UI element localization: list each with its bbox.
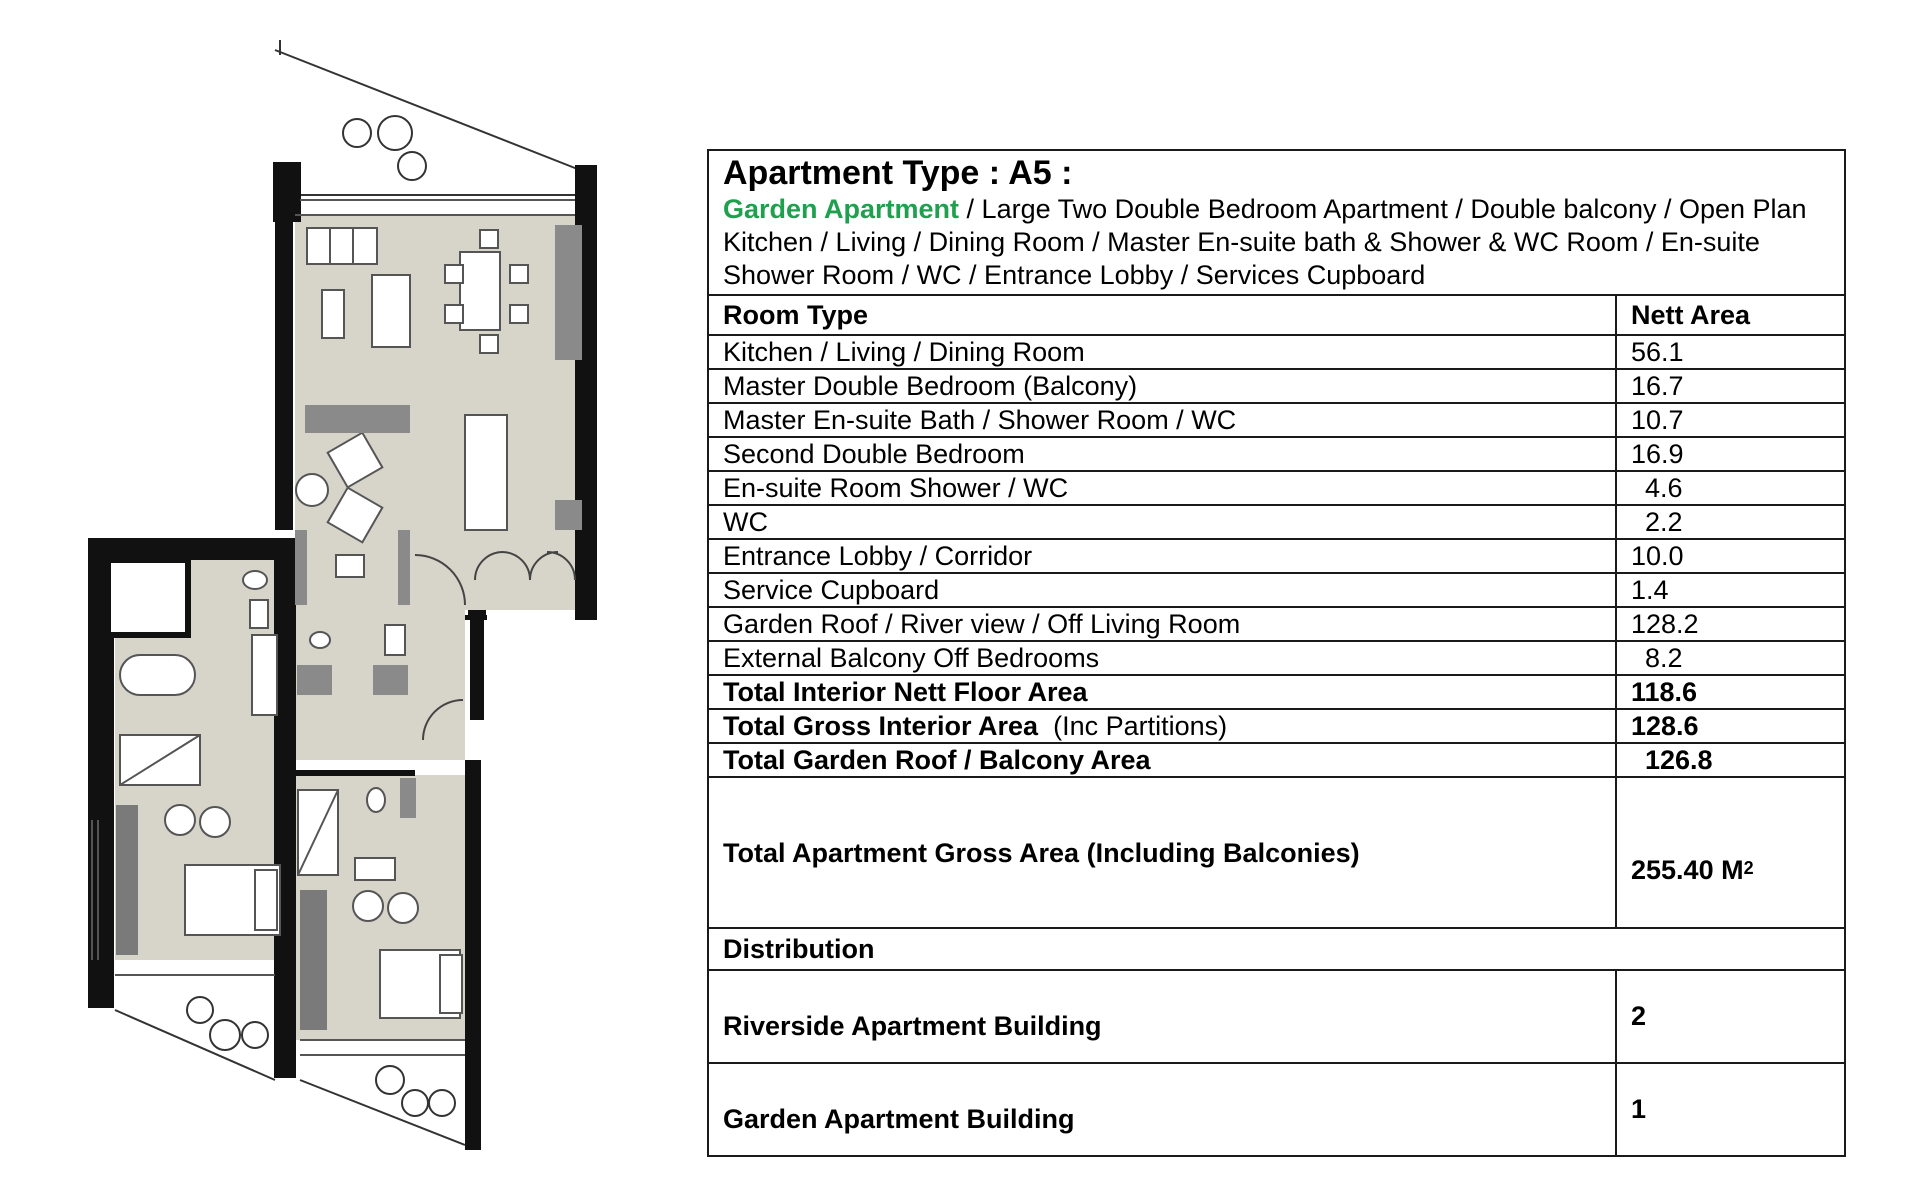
room-row <box>708 539 1845 573</box>
room-name: Kitchen / Living / Dining Room <box>708 335 1616 369</box>
room-area: 16.9 <box>1616 437 1845 471</box>
total-name: Total Garden Roof / Balcony Area <box>723 745 1151 775</box>
total-row <box>708 675 1845 709</box>
total-name: Total Gross Interior Area <box>723 711 1039 741</box>
room-area: 8.2 <box>1616 641 1845 675</box>
room-type-header: Room Type <box>708 295 1616 335</box>
room-area: 4.6 <box>1616 471 1845 505</box>
total-row <box>708 743 1845 777</box>
distribution-row <box>708 928 1845 970</box>
building-count: 1 <box>1616 1063 1845 1156</box>
room-area: 56.1 <box>1616 335 1845 369</box>
building-row <box>708 970 1845 1063</box>
total-area: 118.6 <box>1616 675 1845 709</box>
distribution-label: Distribution <box>708 928 1845 970</box>
total-note: (Inc Partitions) <box>1038 711 1228 741</box>
room-area: 128.2 <box>1616 607 1845 641</box>
column-header-row <box>708 295 1845 335</box>
room-rows <box>708 335 1845 675</box>
gross-area-unit: 2 <box>1743 857 1754 878</box>
total-rows <box>708 675 1845 777</box>
apartment-description <box>723 193 1830 294</box>
garden-roof-outline <box>275 40 580 195</box>
room-area: 16.7 <box>1616 369 1845 403</box>
description-text: / Large Two Double Bedroom Apartment / Double balcony / Open Plan Kitchen / Living / Dining Room / Master En-suite bath & Shower & WC Room / En-suite Shower Room / WC / Entrance Lobby / Services Cupboard <box>723 194 1807 290</box>
room-name: En-suite Room Shower / WC <box>708 471 1616 505</box>
room-name: Second Double Bedroom <box>708 437 1616 471</box>
garden-apartment-label: Garden Apartment <box>723 194 960 224</box>
room-name: WC <box>708 505 1616 539</box>
apartment-spec-table <box>707 149 1846 1157</box>
room-row <box>708 505 1845 539</box>
building-name: Garden Apartment Building <box>708 1063 1616 1156</box>
room-name: Master Double Bedroom (Balcony) <box>708 369 1616 403</box>
total-row <box>708 709 1845 743</box>
void-box <box>108 560 188 635</box>
building-row <box>708 1063 1845 1156</box>
room-row <box>708 437 1845 471</box>
garden-planters <box>343 116 426 180</box>
building-name: Riverside Apartment Building <box>708 970 1616 1063</box>
room-area: 1.4 <box>1616 573 1845 607</box>
room-area: 10.0 <box>1616 539 1845 573</box>
total-label <box>708 709 1616 743</box>
header-row <box>708 150 1845 295</box>
room-row <box>708 607 1845 641</box>
total-area: 128.6 <box>1616 709 1845 743</box>
room-row <box>708 369 1845 403</box>
room-row <box>708 573 1845 607</box>
room-row <box>708 335 1845 369</box>
room-name: Garden Roof / River view / Off Living Room <box>708 607 1616 641</box>
header-cell <box>708 150 1845 295</box>
gross-area-number: 255.40 M <box>1631 854 1744 885</box>
total-name: Total Interior Nett Floor Area <box>723 677 1088 707</box>
gross-area-label: Total Apartment Gross Area (Including Balconies) <box>708 777 1616 928</box>
room-name: Service Cupboard <box>708 573 1616 607</box>
total-area: 126.8 <box>1616 743 1845 777</box>
room-row <box>708 641 1845 675</box>
gross-area-row <box>708 777 1845 928</box>
total-label <box>708 743 1616 777</box>
apartment-type-title: Apartment Type : A5 : <box>723 154 1073 192</box>
floor-plan <box>0 0 700 1182</box>
room-row <box>708 471 1845 505</box>
room-name: Entrance Lobby / Corridor <box>708 539 1616 573</box>
building-count: 2 <box>1616 970 1845 1063</box>
room-row <box>708 403 1845 437</box>
room-name: Master En-suite Bath / Shower Room / WC <box>708 403 1616 437</box>
gross-area-value <box>1616 777 1845 928</box>
nett-area-header: Nett Area <box>1616 295 1845 335</box>
room-name: External Balcony Off Bedrooms <box>708 641 1616 675</box>
total-label <box>708 675 1616 709</box>
room-area: 10.7 <box>1616 403 1845 437</box>
room-area: 2.2 <box>1616 505 1845 539</box>
